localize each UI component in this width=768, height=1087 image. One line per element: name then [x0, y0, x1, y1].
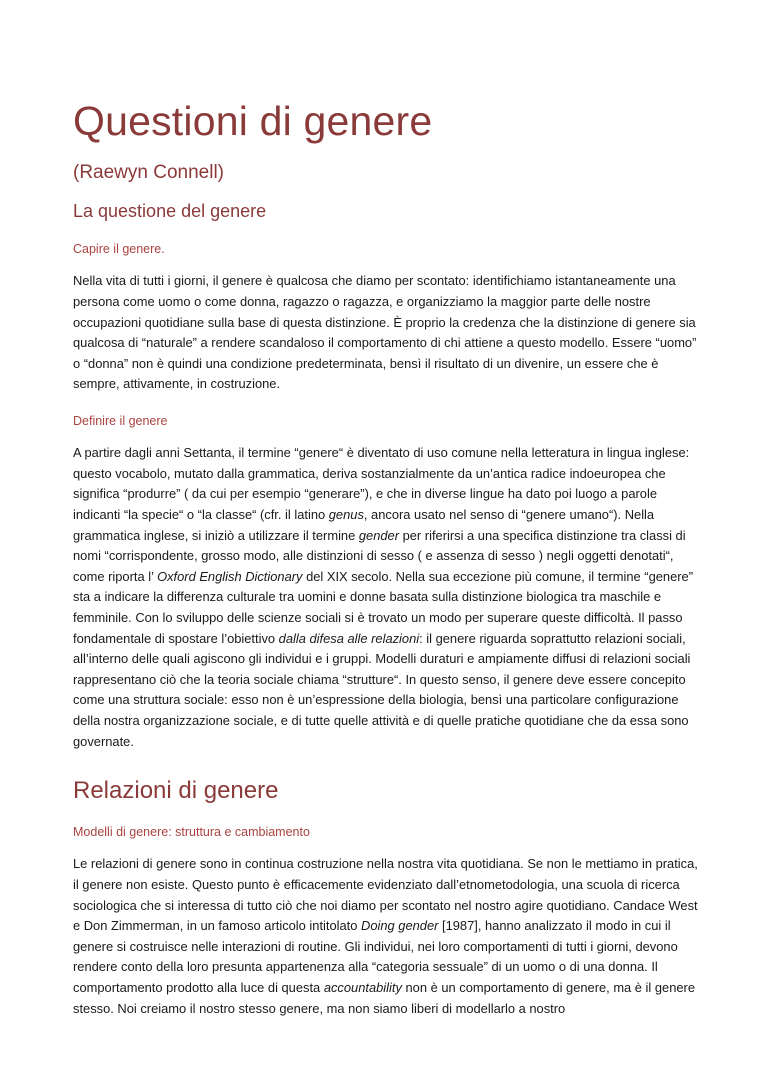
text-run: del XIX secolo. Nella sua eccezione più comune, il termine “genere” sta a indicare la differenza culturale tra uomini e donne basata sulla distinzione biologica tra maschile e femminile. Con lo sviluppo delle scienze sociali si è trovato un modo per superare queste difficoltà. Il passo fondamentale di spostare l’obiettivo	[73, 568, 694, 646]
document-author: (Raewyn Connell)	[73, 162, 225, 184]
section-heading-questione: La questione del genere	[73, 200, 267, 221]
text-run: : il genere riguarda soprattutto relazioni sociali, all’interno delle quali agiscono gli individui e i gruppi. Modelli duraturi e ampiamente diffusi di relazioni sociali rappresentano ciò che la teoria sociale chiama “strutture“. In questo senso, il genere deve essere concepito come una struttura sociale: esso non è un’espressione della biologia, bensì una particolare configurazione della nostra organizzazione sociale, e di tutte quelle attività e di quelle pratiche quotidiane che da essa sono governate.	[73, 630, 691, 749]
paragraph-definire	[73, 443, 701, 752]
text-run: A partire dagli anni Settanta, il termine “genere“ è diventato di uso comune nella letteratura in lingua inglese: questo vocabolo, mutato dalla grammatica, deriva sostanzialmente da un’antica radice indoeuropea che significa “produrre” ( da cui per esempio “generare”), e che in diverse lingue ha dato poi luogo a parole indicanti “la specie“ o “la classe“ (cfr. il latino	[73, 445, 690, 523]
paragraph-modelli	[73, 854, 701, 1019]
italic-term: Oxford English Dictionary	[157, 568, 303, 584]
italic-term: gender	[358, 527, 399, 543]
subheading-capire: Capire il genere.	[73, 242, 165, 257]
text-run: Le relazioni di genere sono in continua costruzione nella nostra vita quotidiana. Se non le mettiamo in pratica, il genere non esiste. Questo punto è efficacemente evidenziato dall’etnometodologia, una scuola di ricerca sociologica che si interessa di tutto ciò che noi diamo per scontato nel nostro agire quotidiano. Candace West e Don Zimmerman, in un famoso articolo intitolato	[73, 856, 698, 934]
subheading-definire: Definire il genere	[73, 414, 168, 429]
paragraph-capire: Nella vita di tutti i giorni, il genere è qualcosa che diamo per scontato: identifichiamo istantaneamente una persona come uomo o come donna, ragazzo o ragazza, e organizziamo la maggior parte delle nostre occupazioni quotidiane sulla base di questa distinzione. È proprio la credenza che la distinzione di genere sia qualcosa di “naturale” a rendere scandaloso il comportamento di chi attiene a questo modello. Essere “uomo” o “donna” non è quindi una condizione predeterminata, bensì il risultato di un divenire, un essere che è sempre, attivamente, in costruzione.	[73, 273, 697, 392]
italic-term: genus	[328, 507, 364, 523]
italic-term: dalla difesa alle relazioni	[278, 630, 420, 646]
subheading-modelli: Modelli di genere: struttura e cambiamento	[73, 825, 310, 840]
text-run: , ancora usato nel senso di “genere umano“). Nella grammatica inglese, si iniziò a utilizzare il termine	[73, 507, 655, 543]
document-title: Questioni di genere	[73, 98, 433, 144]
document-body	[73, 98, 701, 1019]
italic-term: Doing gender	[361, 918, 439, 934]
text-run: [1987], hanno analizzato il modo in cui il genere si costruisce nelle interazioni di routine. Gli individui, nei loro comportamenti di tutti i giorni, devono rendere conto della loro presunta appartenenza alla “categoria sessuale” di un uomo o di una donna. Il comportamento prodotto alla luce di questa	[73, 918, 678, 995]
text-run: per riferirsi a una specifica distinzione tra classi di nomi “corrispondente, grosso modo, alle distinzioni di sesso ( e assenza di sesso ) negli oggetti denotati“, come riporta l’	[73, 527, 686, 584]
text-run: non è un comportamento di genere, ma è il genere stesso. Noi creiamo il nostro stesso genere, ma non siamo liberi di modellarlo a nostro	[73, 980, 696, 1016]
italic-term: accountability	[323, 980, 402, 995]
section-heading-relazioni: Relazioni di genere	[73, 777, 279, 805]
